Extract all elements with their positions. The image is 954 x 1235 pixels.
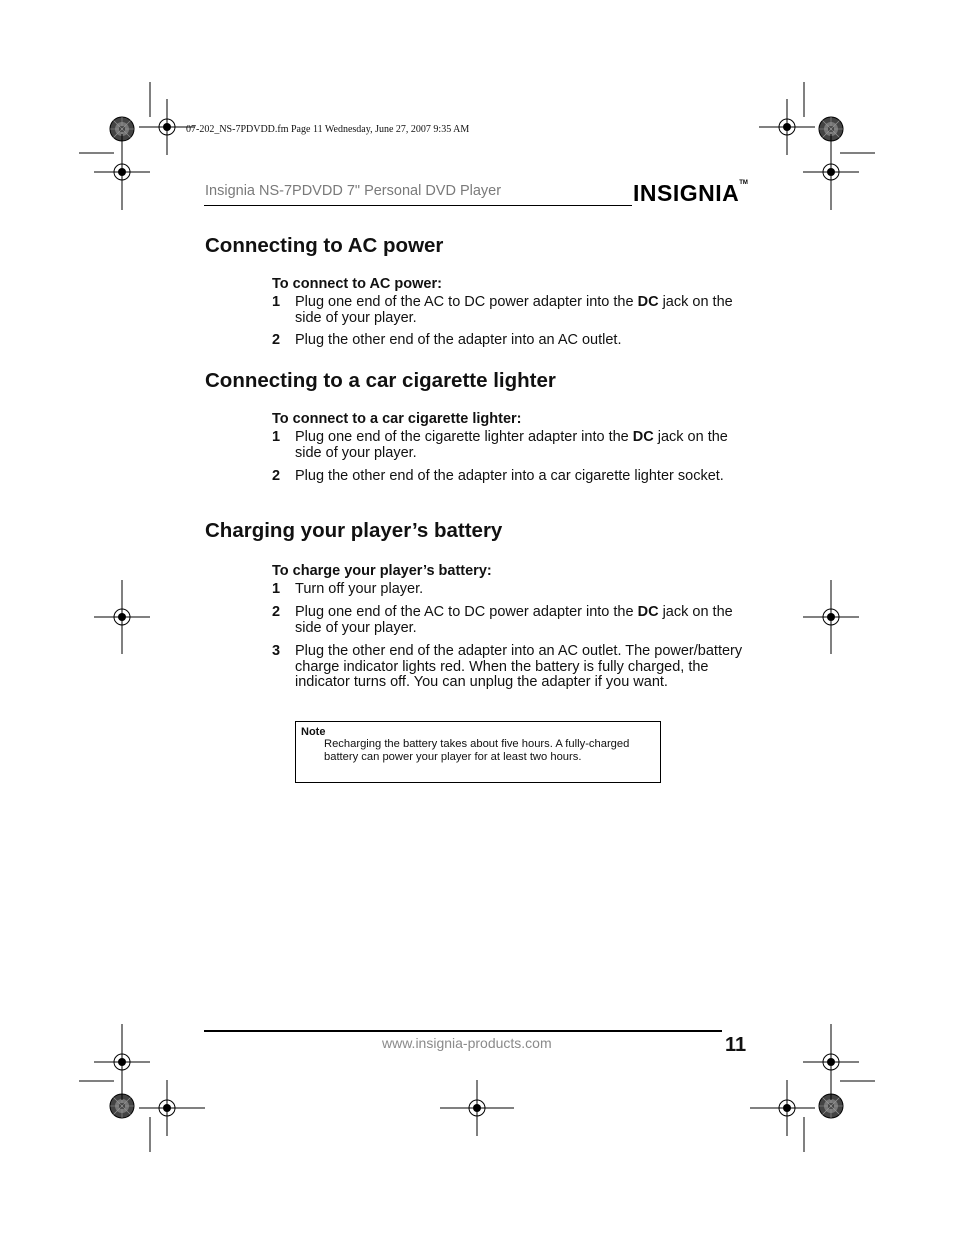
step-item xyxy=(272,582,748,598)
step-item xyxy=(272,605,748,636)
section-heading: Connecting to a car cigarette lighter xyxy=(205,369,556,392)
step-number: 2 xyxy=(272,468,281,484)
step-item xyxy=(272,430,748,461)
step-item xyxy=(272,333,748,349)
step-item xyxy=(272,295,748,326)
running-head: Insignia NS-7PDVDD 7" Personal DVD Player xyxy=(205,183,502,199)
step-text: Plug the other end of the adapter into an AC outlet. The power/battery charge indicator lights red. When the battery is fully charged, the indicator turns off. You can unplug the adapter if you want. xyxy=(295,643,743,690)
step-number: 3 xyxy=(272,643,281,659)
step-number: 2 xyxy=(272,604,281,620)
procedure-title: To charge your player’s battery: xyxy=(272,563,492,579)
step-number: 2 xyxy=(272,332,281,348)
step-text: Plug the other end of the adapter into an AC outlet. xyxy=(295,332,622,348)
footer-rule xyxy=(204,1030,722,1032)
insignia-logo xyxy=(633,180,748,207)
step-number: 1 xyxy=(272,294,281,310)
header-rule xyxy=(204,205,632,206)
note-text: Recharging the battery takes about five hours. A fully-charged battery can power your player for at least two hours. xyxy=(324,738,630,763)
step-text: Plug the other end of the adapter into a car cigarette lighter socket. xyxy=(295,468,724,484)
procedure-title: To connect to a car cigarette lighter: xyxy=(272,411,522,427)
step-text: Plug one end of the AC to DC power adapter into the DC jack on the side of your player. xyxy=(295,294,733,326)
procedure-title: To connect to AC power: xyxy=(272,276,442,292)
step-text: Plug one end of the cigarette lighter adapter into the DC jack on the side of your player. xyxy=(295,429,728,461)
step-text: Turn off your player. xyxy=(295,581,424,597)
step-number: 1 xyxy=(272,429,281,445)
step-number: 1 xyxy=(272,581,281,597)
page-number: 11 xyxy=(725,1034,747,1056)
file-slug: 07-202_NS-7PDVDD.fm Page 11 Wednesday, June 27, 2007 9:35 AM xyxy=(186,124,470,135)
step-item xyxy=(272,644,748,691)
note-label: Note xyxy=(301,726,326,738)
step-text: Plug one end of the AC to DC power adapter into the DC jack on the side of your player. xyxy=(295,604,733,636)
logo-text: INSIGNIA xyxy=(633,180,740,206)
section-heading: Charging your player’s battery xyxy=(205,519,503,542)
logo-trademark: TM xyxy=(739,180,748,186)
step-item xyxy=(272,469,748,485)
footer-url: www.insignia-products.com xyxy=(382,1035,552,1051)
note-box xyxy=(295,721,661,783)
section-heading: Connecting to AC power xyxy=(205,234,444,257)
